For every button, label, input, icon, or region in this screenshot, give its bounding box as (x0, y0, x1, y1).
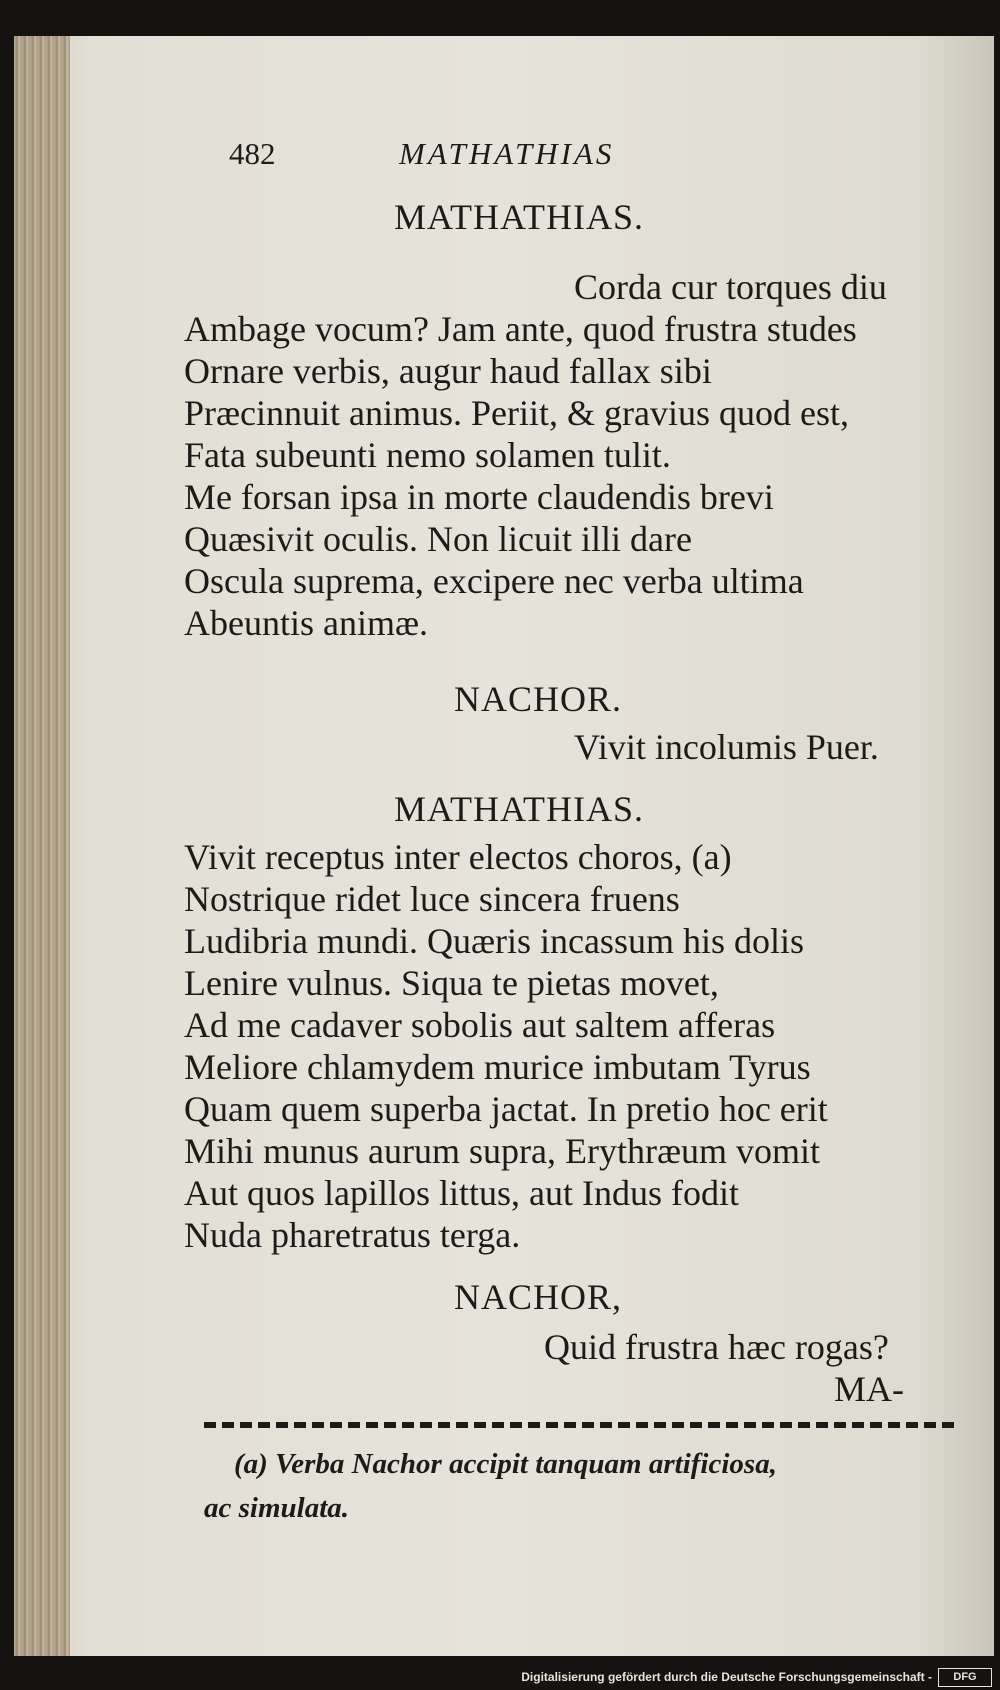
running-title: MATHATHIAS (399, 136, 615, 171)
verse-line: Aut quos lapillos littus, aut Indus fodit (184, 1173, 739, 1213)
verse-line: Oscula suprema, excipere nec verba ultima (184, 561, 804, 601)
footnote-rule (204, 1422, 954, 1428)
verse-line: Meliore chlamydem murice imbutam Tyrus (184, 1047, 811, 1087)
dfg-logo: DFG (938, 1668, 992, 1687)
catchword: MA- (834, 1369, 904, 1409)
verse-line: Ambage vocum? Jam ante, quod frustra studes (184, 309, 857, 349)
speaker-heading: NACHOR. (454, 679, 623, 719)
verse-line: Vivit incolumis Puer. (574, 727, 879, 767)
speaker-heading: NACHOR, (454, 1277, 623, 1317)
digitization-credit: Digitalisierung gefördert durch die Deutsche Forschungsgemeinschaft - (521, 1670, 932, 1684)
verse-line: Quid frustra hæc rogas? (544, 1327, 889, 1367)
verse-line: Ornare verbis, augur haud fallax sibi (184, 351, 712, 391)
verse-line: Nostrique ridet luce sincera fruens (184, 879, 680, 919)
verse-line: Ad me cadaver sobolis aut saltem afferas (184, 1005, 776, 1045)
verse-line: Nuda pharetratus terga. (184, 1215, 521, 1255)
speaker-heading: MATHATHIAS. (394, 197, 645, 237)
verse-line: Quæsivit oculis. Non licuit illi dare (184, 519, 692, 559)
verse-line: Præcinnuit animus. Periit, & gravius quod est, (184, 393, 849, 433)
footnote-line: ac simulata. (204, 1492, 350, 1524)
verse-line: Me forsan ipsa in morte claudendis brevi (184, 477, 774, 517)
verse-line: Quam quem superba jactat. In pretio hoc erit (184, 1089, 828, 1129)
verse-line: Lenire vulnus. Siqua te pietas movet, (184, 963, 719, 1003)
verse-line: Fata subeunti nemo solamen tulit. (184, 435, 671, 475)
book-fore-edge (14, 36, 70, 1656)
verse-line: Corda cur torques diu (574, 267, 887, 307)
book-page (14, 36, 994, 1656)
verse-line: Ludibria mundi. Quæris incassum his dolis (184, 921, 804, 961)
verse-line: Abeuntis animæ. (184, 603, 428, 643)
footnote-line: (a) Verba Nachor accipit tanquam artificiosa, (234, 1448, 777, 1480)
verse-line: Vivit receptus inter electos choros, (a) (184, 837, 732, 877)
verse-line: Mihi munus aurum supra, Erythræum vomit (184, 1131, 820, 1171)
page-number: 482 (229, 136, 276, 171)
speaker-heading: MATHATHIAS. (394, 789, 645, 829)
page-text-area (144, 36, 974, 1656)
